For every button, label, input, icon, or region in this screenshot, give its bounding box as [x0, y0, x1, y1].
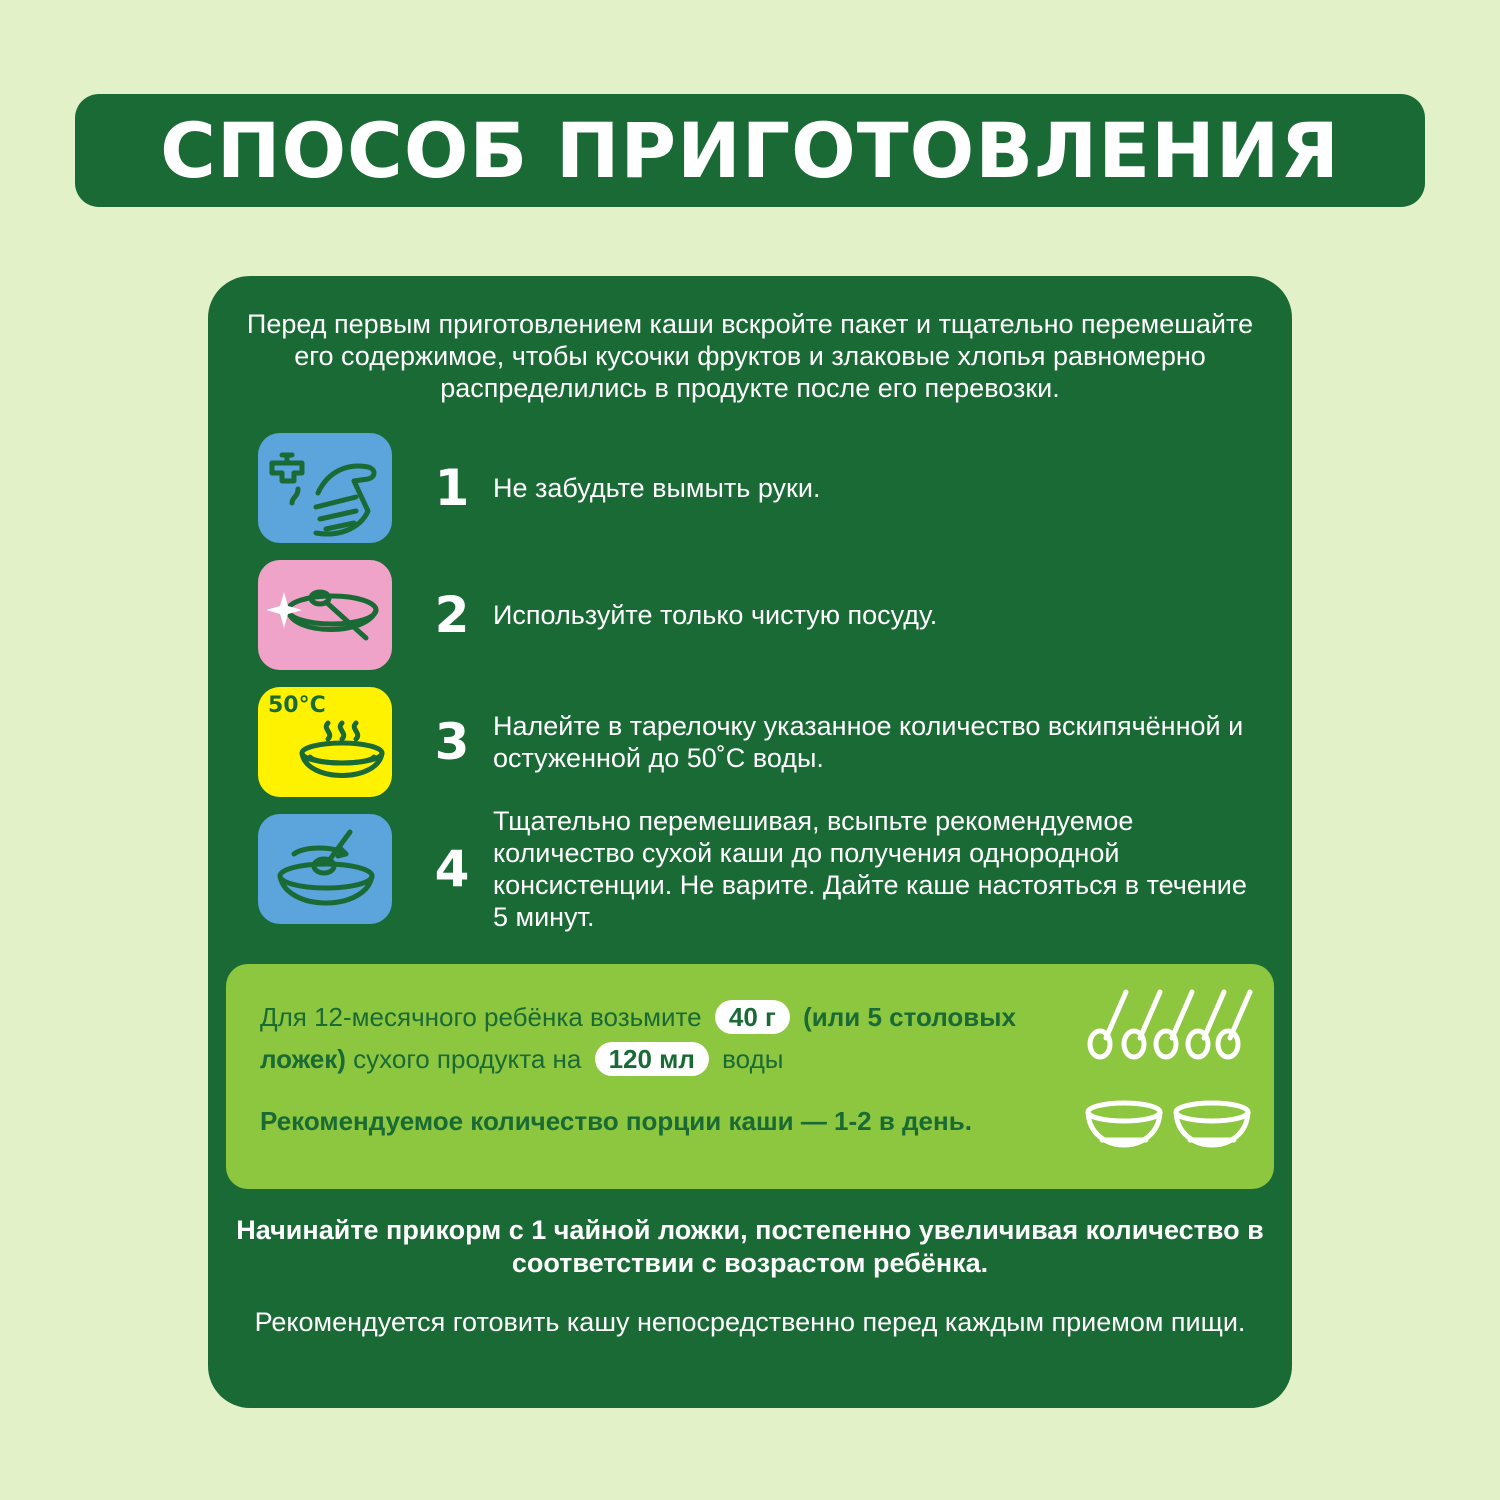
dosage-suffix: воды — [722, 1044, 784, 1074]
step-text: Налейте в тарелочку указанное количество вскипячённой и остуженной до 50˚С воды. — [493, 711, 1244, 773]
spoons-note-end: ложек) — [260, 1044, 346, 1074]
water-badge: 120 мл — [595, 1042, 709, 1076]
step-number: 1 — [434, 459, 470, 517]
step-text: Используйте только чистую посуду. — [493, 600, 938, 630]
recommended-portions: Рекомендуемое количество порции каши — 1-2 в день. — [260, 1106, 972, 1136]
temperature-label: 50°C — [268, 693, 326, 718]
step-1 — [258, 433, 1258, 543]
warm-water-bowl-icon — [258, 687, 392, 797]
dosage-block — [226, 964, 1274, 1189]
step-4 — [258, 806, 1258, 932]
page-title: СПОСОБ ПРИГОТОВЛЕНИЯ — [160, 106, 1340, 195]
step-number: 3 — [434, 713, 470, 771]
intro-text: Перед первым приготовлением каши вскройте пакет и тщательно перемешайте его содержимое, чтобы кусочки фруктов и злаковые хлопья равномерно распределились в продукте после его перевозки. — [246, 309, 1254, 403]
dosage-prefix: Для 12-месячного ребёнка возьмите — [260, 1002, 702, 1032]
dosage-text — [260, 996, 1080, 1080]
feeding-advice: Начинайте прикорм с 1 чайной ложки, постепенно увеличивая количество в соответствии с возрастом ребёнка. — [236, 1215, 1264, 1278]
hand-wash-icon — [258, 433, 392, 543]
stir-bowl-icon — [258, 814, 392, 924]
instructions-panel — [208, 276, 1292, 1408]
step-text: Тщательно перемешивая, всыпьте рекомендуемое количество сухой каши до получения однородной консистенции. Не варите. Дайте каше настояться в течение 5 минут. — [493, 806, 1247, 932]
step-3 — [258, 687, 1258, 797]
spoons-note: (или 5 столовых — [803, 1002, 1016, 1032]
bowls-icon — [1084, 1096, 1254, 1161]
dosage-middle: сухого продукта на — [353, 1044, 582, 1074]
step-2 — [258, 560, 1258, 670]
step-number: 2 — [434, 586, 470, 644]
clean-dishes-icon — [258, 560, 392, 670]
step-text: Не забудьте вымыть руки. — [493, 473, 821, 503]
preparation-note: Рекомендуется готовить кашу непосредственно перед каждым приемом пищи. — [254, 1307, 1246, 1337]
amount-badge: 40 г — [715, 1000, 790, 1034]
title-banner — [75, 94, 1425, 207]
step-number: 4 — [434, 840, 470, 898]
spoons-icon — [1084, 984, 1254, 1069]
